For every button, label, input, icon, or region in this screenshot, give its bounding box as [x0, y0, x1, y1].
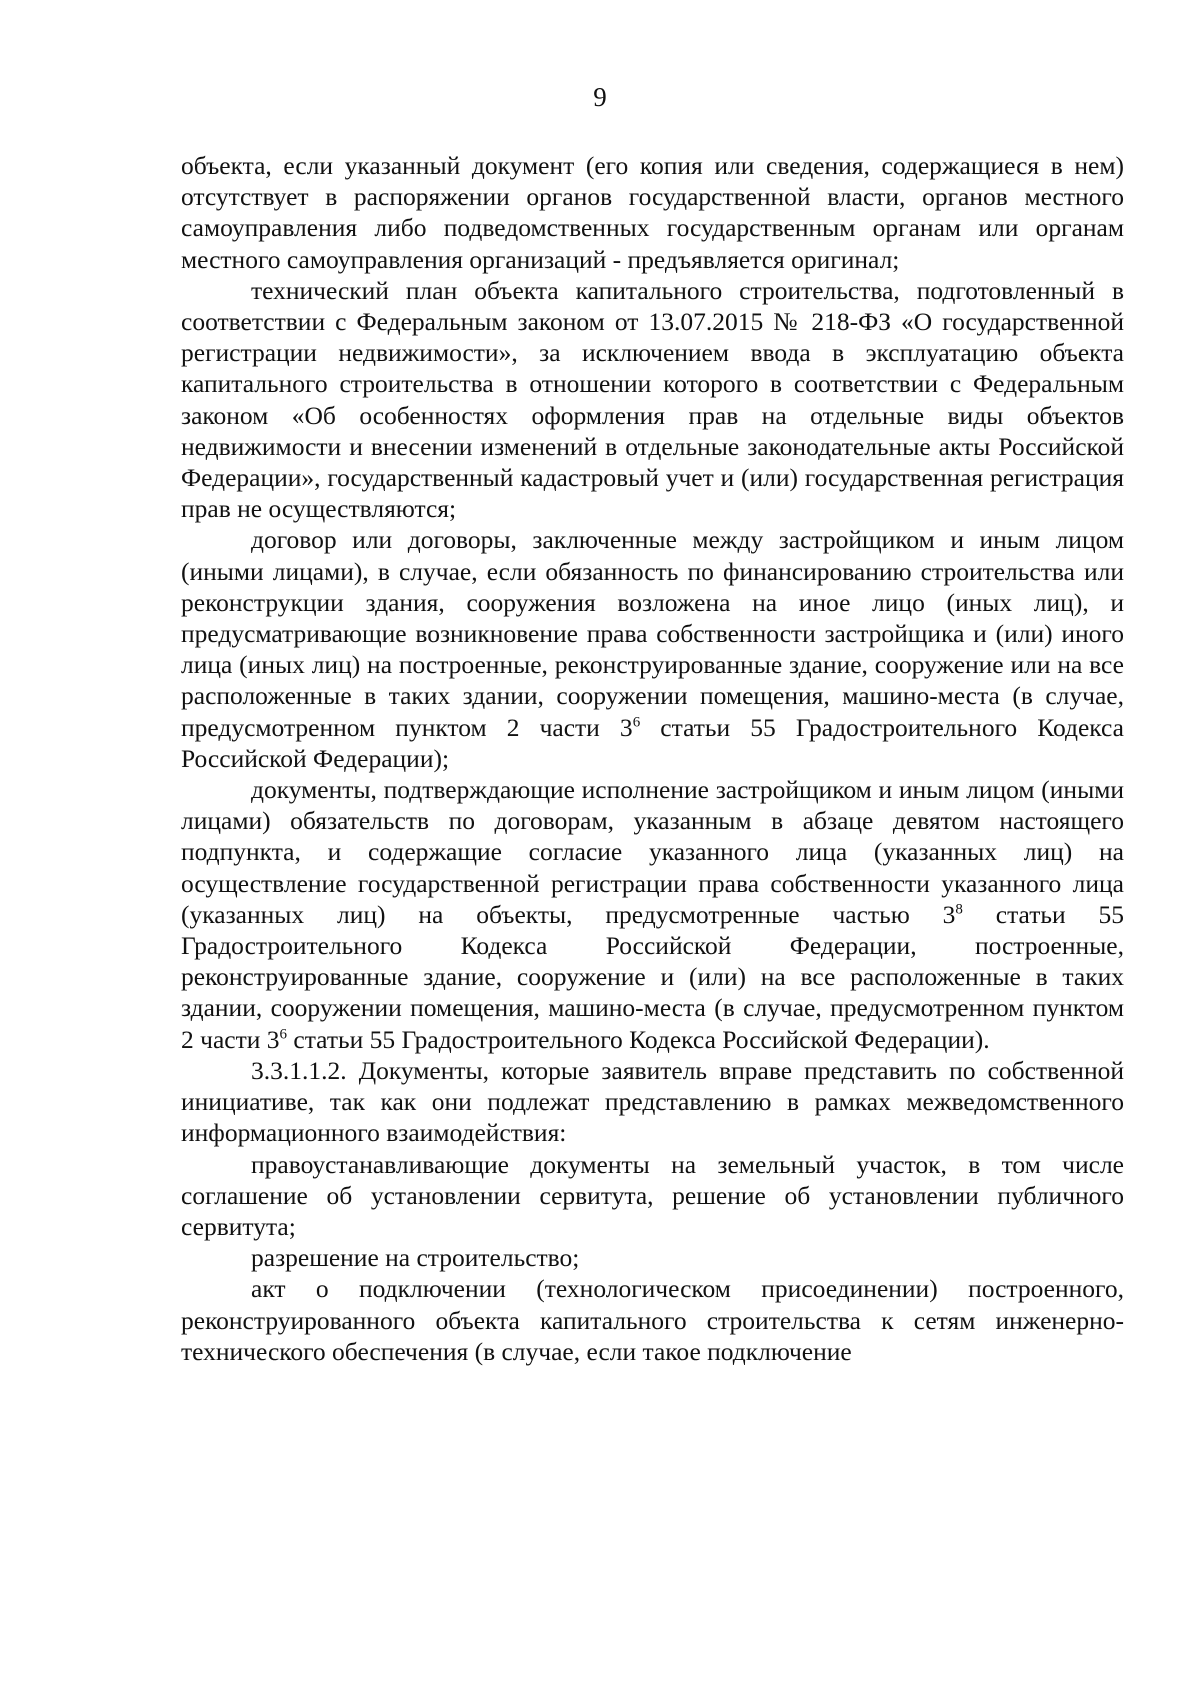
document-body	[181, 150, 1124, 1367]
paragraph-text: 3.3.1.1.2. Документы, которые заявитель вправе представить по собственной инициативе, так как они подлежат представлению в рамках межведомственного информационного взаимодействия:	[181, 1055, 1124, 1148]
paragraph	[181, 524, 1124, 774]
paragraph-text: правоустанавливающие документы на земельный участок, в том числе соглашение об установлении сервитута, решение об установлении публичного сервитута;	[181, 1149, 1124, 1241]
paragraph-text: статьи 55 Градостроительного Кодекса Российской Федерации).	[287, 1024, 990, 1054]
paragraph	[181, 1055, 1124, 1149]
paragraph-text: объекта, если указанный документ (его копия или сведения, содержащиеся в нем) отсутствует в распоряжении органов государственной власти, органов местного самоуправления либо подведомственных государственным органам или органам местного самоуправления организаций - предъявляется оригинал;	[181, 151, 1124, 274]
paragraph-text: акт о подключении (технологическом присоединении) построенного, реконструированного объекта капитального строительства к сетям инженерно-технического обеспечения (в случае, если такое подключение	[181, 1274, 1124, 1366]
paragraph	[181, 1242, 1124, 1273]
superscript-index: 8	[955, 901, 963, 918]
paragraph-text: статьи 55 Градостроительного Кодекса Российской Федерации, построенные, реконструированные здание, сооружение и (или) на все расположенные в таких здании, сооружении помещения, машино-места (в случае, предусмотренном пунктом 2 части 3	[181, 899, 1124, 1054]
paragraph-text: договор или договоры, заключенные между застройщиком и иным лицом (иными лицами), в случае, если обязанность по финансированию строительства или реконструкции здания, сооружения возложена на иное лицо (иных лиц), и предусматривающие возникновение права собственности застройщика и (или) иного лица (иных лиц) на построенные, реконструированные здание, сооружение или на все расположенные в таких здании, сооружении помещения, машино-места (в случае, предусмотренном пунктом 2 части 3	[181, 525, 1124, 742]
paragraph	[181, 1273, 1124, 1367]
paragraph-text: разрешение на строительство;	[251, 1243, 580, 1273]
paragraph-text: документы, подтверждающие исполнение застройщиком и иным лицом (иными лицами) обязательств по договорам, указанным в абзаце девятом настоящего подпункта, и содержащие согласие указанного лица (указанных лиц) на осуществление государственной регистрации права собственности указанного лица (указанных лиц) на объекты, предусмотренные частью 3	[181, 775, 1124, 929]
page-number: 9	[593, 82, 607, 112]
superscript-index: 6	[632, 714, 641, 731]
paragraph	[181, 150, 1124, 275]
paragraph	[181, 275, 1124, 525]
paragraph-text: технический план объекта капитального строительства, подготовленный в соответствии с Федеральным законом от 13.07.2015 № 218-ФЗ «О государственной регистрации недвижимости», за исключением ввода в эксплуатацию объекта капитального строительства в отношении которого в соответствии с Федеральным законом «Об особенностях оформления прав на отдельные виды объектов недвижимости и внесении изменений в отдельные законодательные акты Российской Федерации», государственный кадастровый учет и (или) государственная регистрация прав не осуществляются;	[181, 275, 1124, 524]
paragraph	[181, 774, 1124, 1055]
superscript-index: 6	[279, 1026, 288, 1043]
paragraph	[181, 1149, 1124, 1243]
paragraph-text: статьи 55 Градостроительного Кодекса Российской Федерации);	[181, 712, 1124, 773]
